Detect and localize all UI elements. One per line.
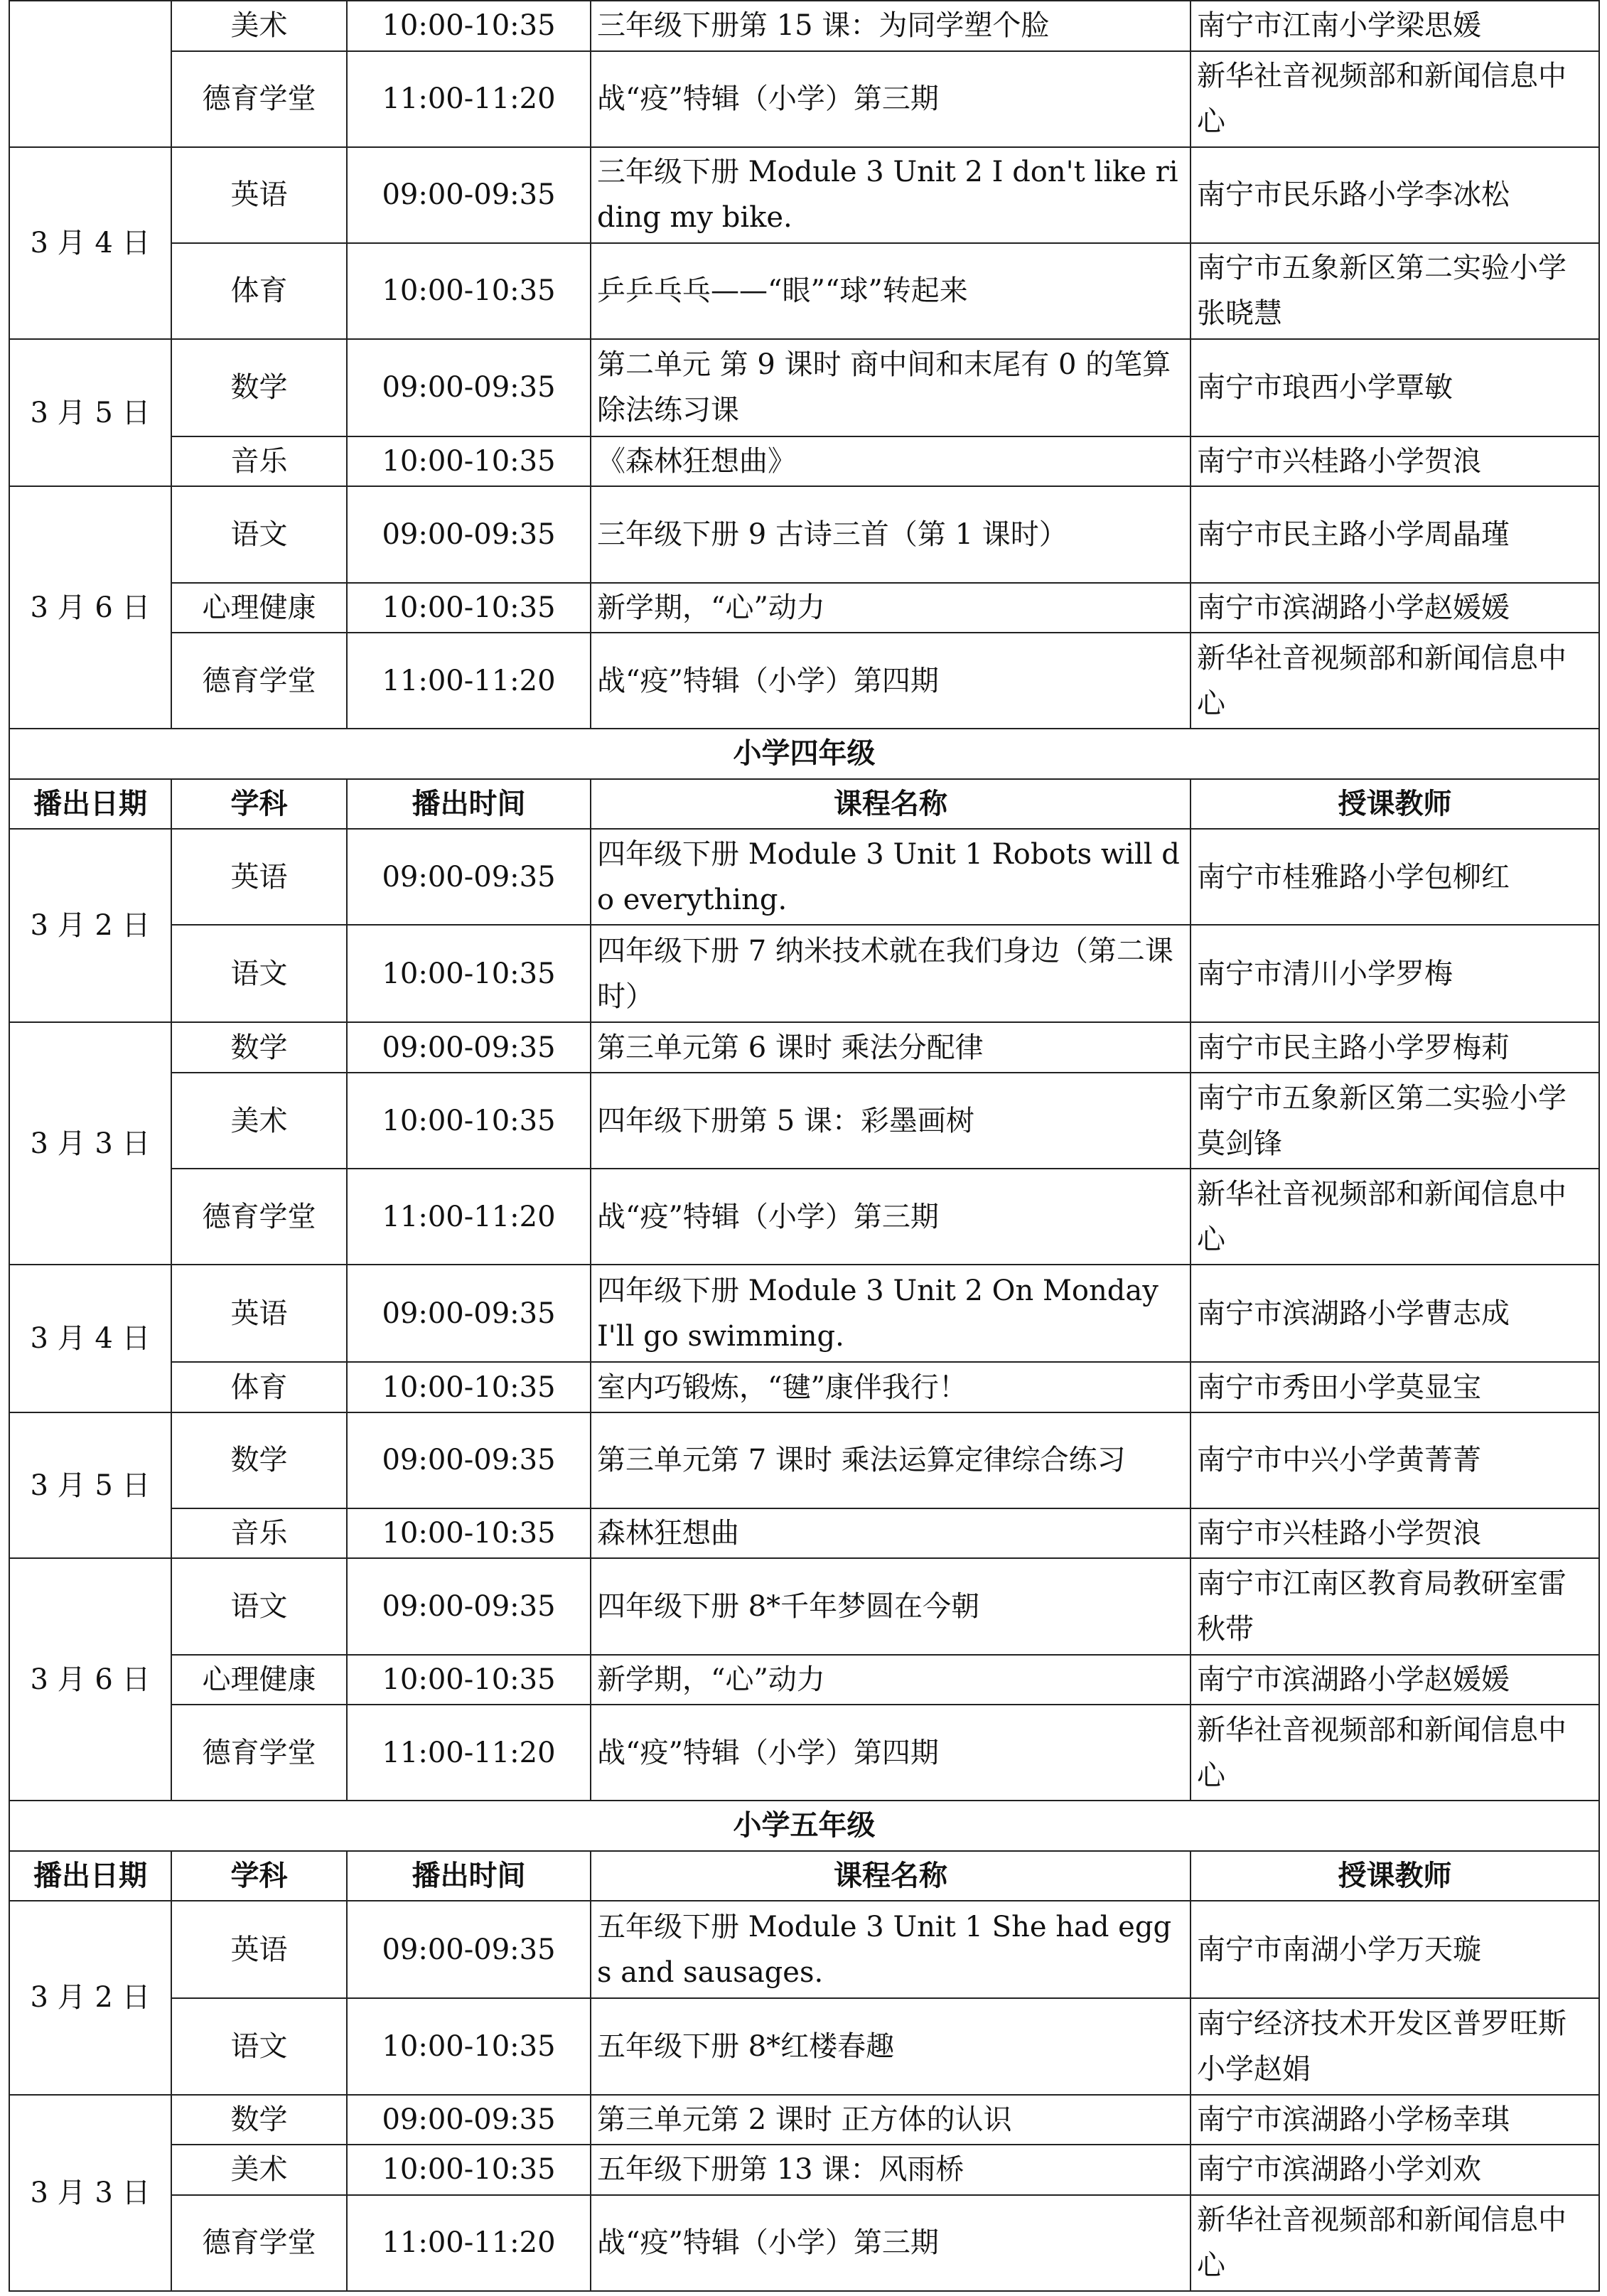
table-row xyxy=(9,1901,1599,1998)
date-cell: 3 月 2 日 xyxy=(9,829,171,1022)
date-cell xyxy=(9,1,171,147)
teacher-cell: 南宁市滨湖路小学赵媛媛 xyxy=(1191,1655,1599,1705)
subject-cell: 英语 xyxy=(171,147,347,243)
course-name-cell: 四年级下册 8*千年梦圆在今朝 xyxy=(591,1558,1191,1654)
time-cell: 11:00-11:20 xyxy=(347,1169,591,1265)
time-cell: 10:00-10:35 xyxy=(347,1998,591,2094)
time-cell: 10:00-10:35 xyxy=(347,436,591,487)
teacher-cell: 南宁市民乐路小学李冰松 xyxy=(1191,147,1599,243)
table-row xyxy=(9,1998,1599,2094)
course-name-cell: 战“疫”特辑（小学）第四期 xyxy=(591,1705,1191,1801)
subject-cell: 体育 xyxy=(171,243,347,339)
teacher-cell: 南宁经济技术开发区普罗旺斯小学赵娟 xyxy=(1191,1998,1599,2094)
time-cell: 10:00-10:35 xyxy=(347,1655,591,1705)
course-name-cell: 森林狂想曲 xyxy=(591,1508,1191,1559)
table-row xyxy=(9,2195,1599,2291)
teacher-cell: 南宁市江南区教育局教研室雷秋带 xyxy=(1191,1558,1599,1654)
subject-cell: 心理健康 xyxy=(171,583,347,633)
subject-cell: 体育 xyxy=(171,1362,347,1412)
header-broadcast-date: 播出日期 xyxy=(9,779,171,830)
course-name-cell: 第三单元第 7 课时 乘法运算定律综合练习 xyxy=(591,1412,1191,1508)
table-row xyxy=(9,51,1599,147)
section-title: 小学五年级 xyxy=(9,1801,1599,1851)
teacher-cell: 南宁市五象新区第二实验小学张晓慧 xyxy=(1191,243,1599,339)
subject-cell: 数学 xyxy=(171,1412,347,1508)
table-row xyxy=(9,1412,1599,1508)
course-name-cell: 三年级下册第 15 课：为同学塑个脸 xyxy=(591,1,1191,51)
teacher-cell: 南宁市琅西小学覃敏 xyxy=(1191,339,1599,436)
teacher-cell: 南宁市桂雅路小学包柳红 xyxy=(1191,829,1599,925)
header-subject: 学科 xyxy=(171,779,347,830)
time-cell: 10:00-10:35 xyxy=(347,1362,591,1412)
subject-cell: 美术 xyxy=(171,1,347,51)
course-name-cell: 三年级下册 9 古诗三首（第 1 课时） xyxy=(591,486,1191,582)
teacher-cell: 南宁市兴桂路小学贺浪 xyxy=(1191,1508,1599,1559)
date-cell: 3 月 3 日 xyxy=(9,1022,171,1265)
section-title: 小学四年级 xyxy=(9,729,1599,779)
table-row xyxy=(9,633,1599,729)
table-row xyxy=(9,436,1599,487)
teacher-cell: 新华社音视频部和新闻信息中心 xyxy=(1191,633,1599,729)
teacher-cell: 南宁市滨湖路小学曹志成 xyxy=(1191,1265,1599,1362)
course-name-cell: 四年级下册 Module 3 Unit 1 Robots will do everything. xyxy=(591,829,1191,925)
table-row xyxy=(9,1705,1599,1801)
time-cell: 09:00-09:35 xyxy=(347,1412,591,1508)
subject-cell: 英语 xyxy=(171,829,347,925)
table-row xyxy=(9,1558,1599,1654)
subject-cell: 英语 xyxy=(171,1901,347,1998)
teacher-cell: 南宁市中兴小学黄菁菁 xyxy=(1191,1412,1599,1508)
subject-cell: 德育学堂 xyxy=(171,1705,347,1801)
section-title-row xyxy=(9,729,1599,779)
course-name-cell: 《森林狂想曲》 xyxy=(591,436,1191,487)
header-broadcast-time: 播出时间 xyxy=(347,779,591,830)
header-teacher: 授课教师 xyxy=(1191,1851,1599,1901)
course-name-cell: 室内巧锻炼，“毽”康伴我行！ xyxy=(591,1362,1191,1412)
section-title-row xyxy=(9,1801,1599,1851)
teacher-cell: 南宁市民主路小学周晶瑾 xyxy=(1191,486,1599,582)
header-course-name: 课程名称 xyxy=(591,1851,1191,1901)
table-row xyxy=(9,1,1599,51)
date-cell: 3 月 5 日 xyxy=(9,1412,171,1559)
teacher-cell: 南宁市江南小学梁思媛 xyxy=(1191,1,1599,51)
course-name-cell: 五年级下册 8*红楼春趣 xyxy=(591,1998,1191,2094)
course-name-cell: 三年级下册 Module 3 Unit 2 I don't like riding my bike. xyxy=(591,147,1191,243)
date-cell: 3 月 6 日 xyxy=(9,486,171,729)
teacher-cell: 新华社音视频部和新闻信息中心 xyxy=(1191,1705,1599,1801)
schedule-body xyxy=(9,1,1599,2291)
subject-cell: 英语 xyxy=(171,1265,347,1362)
subject-cell: 数学 xyxy=(171,2095,347,2145)
table-row xyxy=(9,147,1599,243)
table-row xyxy=(9,339,1599,436)
time-cell: 09:00-09:35 xyxy=(347,1558,591,1654)
teacher-cell: 新华社音视频部和新闻信息中心 xyxy=(1191,2195,1599,2291)
course-name-cell: 战“疫”特辑（小学）第三期 xyxy=(591,1169,1191,1265)
course-name-cell: 第三单元第 6 课时 乘法分配律 xyxy=(591,1022,1191,1073)
teacher-cell: 新华社音视频部和新闻信息中心 xyxy=(1191,51,1599,147)
subject-cell: 美术 xyxy=(171,1073,347,1169)
date-cell: 3 月 6 日 xyxy=(9,1558,171,1801)
subject-cell: 心理健康 xyxy=(171,1655,347,1705)
date-cell: 3 月 3 日 xyxy=(9,2095,171,2292)
subject-cell: 德育学堂 xyxy=(171,633,347,729)
course-name-cell: 战“疫”特辑（小学）第三期 xyxy=(591,51,1191,147)
time-cell: 10:00-10:35 xyxy=(347,243,591,339)
table-row xyxy=(9,583,1599,633)
header-course-name: 课程名称 xyxy=(591,779,1191,830)
subject-cell: 德育学堂 xyxy=(171,2195,347,2291)
time-cell: 11:00-11:20 xyxy=(347,2195,591,2291)
subject-cell: 德育学堂 xyxy=(171,1169,347,1265)
time-cell: 10:00-10:35 xyxy=(347,925,591,1022)
time-cell: 10:00-10:35 xyxy=(347,1073,591,1169)
subject-cell: 数学 xyxy=(171,339,347,436)
time-cell: 11:00-11:20 xyxy=(347,51,591,147)
subject-cell: 音乐 xyxy=(171,436,347,487)
table-row xyxy=(9,2095,1599,2145)
time-cell: 10:00-10:35 xyxy=(347,583,591,633)
table-header-row xyxy=(9,1851,1599,1901)
table-row xyxy=(9,2145,1599,2195)
header-teacher: 授课教师 xyxy=(1191,779,1599,830)
table-row xyxy=(9,1169,1599,1265)
course-name-cell: 战“疫”特辑（小学）第三期 xyxy=(591,2195,1191,2291)
time-cell: 11:00-11:20 xyxy=(347,633,591,729)
subject-cell: 美术 xyxy=(171,2145,347,2195)
time-cell: 10:00-10:35 xyxy=(347,1508,591,1559)
header-broadcast-date: 播出日期 xyxy=(9,1851,171,1901)
teacher-cell: 南宁市南湖小学万天璇 xyxy=(1191,1901,1599,1998)
course-name-cell: 战“疫”特辑（小学）第四期 xyxy=(591,633,1191,729)
table-row xyxy=(9,486,1599,582)
course-name-cell: 四年级下册 7 纳米技术就在我们身边（第二课时） xyxy=(591,925,1191,1022)
subject-cell: 语文 xyxy=(171,1998,347,2094)
teacher-cell: 南宁市五象新区第二实验小学莫剑锋 xyxy=(1191,1073,1599,1169)
teacher-cell: 南宁市兴桂路小学贺浪 xyxy=(1191,436,1599,487)
date-cell: 3 月 4 日 xyxy=(9,1265,171,1412)
table-header-row xyxy=(9,779,1599,830)
teacher-cell: 南宁市民主路小学罗梅莉 xyxy=(1191,1022,1599,1073)
course-name-cell: 五年级下册 Module 3 Unit 1 She had eggs and sausages. xyxy=(591,1901,1191,1998)
time-cell: 10:00-10:35 xyxy=(347,2145,591,2195)
date-cell: 3 月 2 日 xyxy=(9,1901,171,2094)
course-name-cell: 乒乒乓乓——“眼”“球”转起来 xyxy=(591,243,1191,339)
course-name-cell: 四年级下册第 5 课：彩墨画树 xyxy=(591,1073,1191,1169)
subject-cell: 语文 xyxy=(171,1558,347,1654)
time-cell: 09:00-09:35 xyxy=(347,1901,591,1998)
subject-cell: 语文 xyxy=(171,925,347,1022)
course-name-cell: 新学期，“心”动力 xyxy=(591,583,1191,633)
teacher-cell: 新华社音视频部和新闻信息中心 xyxy=(1191,1169,1599,1265)
time-cell: 09:00-09:35 xyxy=(347,829,591,925)
table-row xyxy=(9,243,1599,339)
teacher-cell: 南宁市清川小学罗梅 xyxy=(1191,925,1599,1022)
time-cell: 09:00-09:35 xyxy=(347,1265,591,1362)
teacher-cell: 南宁市滨湖路小学杨幸琪 xyxy=(1191,2095,1599,2145)
table-row xyxy=(9,829,1599,925)
table-row xyxy=(9,1022,1599,1073)
time-cell: 10:00-10:35 xyxy=(347,1,591,51)
subject-cell: 德育学堂 xyxy=(171,51,347,147)
table-row xyxy=(9,1362,1599,1412)
time-cell: 09:00-09:35 xyxy=(347,2095,591,2145)
header-subject: 学科 xyxy=(171,1851,347,1901)
time-cell: 09:00-09:35 xyxy=(347,147,591,243)
time-cell: 09:00-09:35 xyxy=(347,339,591,436)
time-cell: 09:00-09:35 xyxy=(347,1022,591,1073)
course-name-cell: 新学期，“心”动力 xyxy=(591,1655,1191,1705)
teacher-cell: 南宁市滨湖路小学赵媛媛 xyxy=(1191,583,1599,633)
broadcast-schedule-table xyxy=(9,0,1600,2292)
subject-cell: 语文 xyxy=(171,486,347,582)
teacher-cell: 南宁市滨湖路小学刘欢 xyxy=(1191,2145,1599,2195)
table-row xyxy=(9,1655,1599,1705)
course-name-cell: 第二单元 第 9 课时 商中间和末尾有 0 的笔算除法练习课 xyxy=(591,339,1191,436)
table-row xyxy=(9,1265,1599,1362)
course-name-cell: 第三单元第 2 课时 正方体的认识 xyxy=(591,2095,1191,2145)
subject-cell: 数学 xyxy=(171,1022,347,1073)
course-name-cell: 四年级下册 Module 3 Unit 2 On Monday I'll go swimming. xyxy=(591,1265,1191,1362)
course-name-cell: 五年级下册第 13 课：风雨桥 xyxy=(591,2145,1191,2195)
time-cell: 09:00-09:35 xyxy=(347,486,591,582)
date-cell: 3 月 4 日 xyxy=(9,147,171,339)
table-row xyxy=(9,1073,1599,1169)
subject-cell: 音乐 xyxy=(171,1508,347,1559)
table-row xyxy=(9,925,1599,1022)
table-row xyxy=(9,1508,1599,1559)
header-broadcast-time: 播出时间 xyxy=(347,1851,591,1901)
teacher-cell: 南宁市秀田小学莫显宝 xyxy=(1191,1362,1599,1412)
date-cell: 3 月 5 日 xyxy=(9,339,171,487)
time-cell: 11:00-11:20 xyxy=(347,1705,591,1801)
